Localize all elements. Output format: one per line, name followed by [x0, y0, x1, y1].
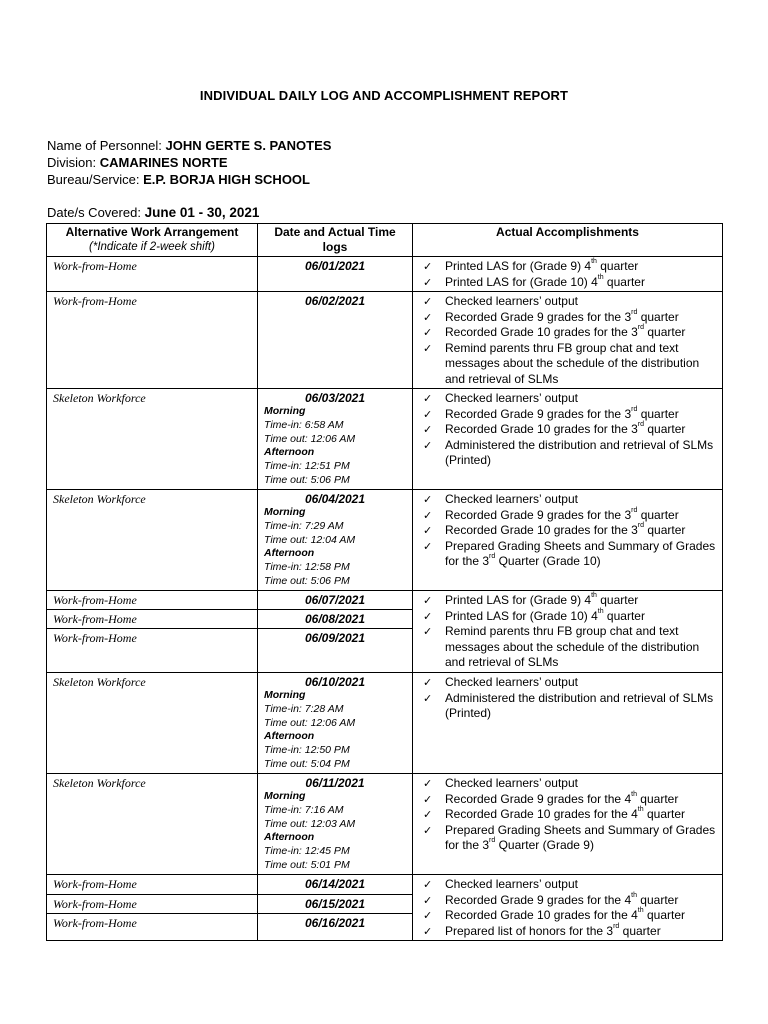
arrangement-cell: Work-from-Home: [47, 257, 258, 292]
time-log: Time-in: 7:28 AM: [264, 703, 344, 715]
accomplishment-text: Checked learners’ output: [445, 391, 578, 405]
accomplishments-cell: [413, 875, 723, 941]
morning-label: Morning: [264, 405, 306, 417]
table-row: [47, 292, 723, 389]
name-label: Name of Personnel:: [47, 138, 162, 153]
date-value: 06/04/2021: [304, 492, 366, 506]
accomplishment-text-tail: quarter: [637, 309, 679, 324]
arrangement-cell: Skeleton Workforce: [47, 490, 258, 591]
accomplishments-cell: [413, 774, 723, 875]
check-icon: ✓: [423, 310, 433, 324]
arrangement-cell: Work-from-Home: [47, 591, 258, 610]
accomplishment-text: Recorded Grade 10 grades for the 4: [445, 807, 638, 821]
check-icon: ✓: [423, 508, 433, 522]
ordinal-suffix: th: [637, 806, 644, 813]
check-icon: ✓: [423, 438, 433, 452]
date-value: 06/14/2021: [304, 877, 366, 891]
table-row: [47, 389, 723, 490]
bureau-line: [47, 171, 310, 188]
accomplishment-text-tail: quarter: [644, 325, 686, 339]
time-log: Time-in: 12:58 PM: [264, 561, 350, 573]
date-value: 06/16/2021: [304, 916, 366, 931]
accomplishment-list: [419, 675, 716, 722]
accomplishment-text: Checked learners’ output: [445, 877, 578, 891]
accomplishment-text-tail: quarter: [636, 791, 679, 806]
date-cell: [258, 875, 413, 895]
accomplishment-text-tail: quarter: [619, 923, 661, 938]
check-icon: ✓: [423, 609, 433, 623]
check-icon: ✓: [423, 423, 433, 436]
date-cell: [258, 292, 413, 389]
accomplishment-list: [419, 259, 716, 290]
accomplishment-text: Recorded Grade 9 grades for the 4: [445, 791, 632, 806]
report-title: INDIVIDUAL DAILY LOG AND ACCOMPLISHMENT REPORT: [199, 88, 569, 103]
time-log: Time out: 12:03 AM: [264, 818, 356, 830]
check-icon: ✓: [423, 924, 433, 938]
date-value: 06/02/2021: [304, 294, 366, 308]
check-icon: ✓: [423, 676, 433, 689]
table-row: [47, 257, 723, 292]
time-log: Time-in: 7:29 AM: [264, 520, 344, 532]
check-icon: ✓: [423, 539, 433, 553]
ordinal-suffix: rd: [637, 421, 645, 428]
arrangement-cell: Skeleton Workforce: [47, 389, 258, 490]
check-icon: ✓: [423, 691, 433, 705]
check-icon: ✓: [423, 275, 433, 289]
date-value: 06/03/2021: [304, 391, 366, 405]
accomplishment-text: Recorded Grade 10 grades for the 3: [445, 325, 638, 339]
date-value: 06/01/2021: [304, 259, 366, 273]
morning-label: Morning: [264, 506, 306, 518]
accomplishment-item: [419, 325, 716, 341]
header-date: Date and Actual Time logs: [258, 224, 413, 257]
dates-covered-line: [47, 205, 259, 220]
accomplishment-text-tail: quarter: [596, 593, 639, 607]
accomplishment-item: [419, 624, 716, 671]
arrangement-cell: Work-from-Home: [47, 629, 258, 673]
accomplishment-item: [419, 341, 716, 388]
header-arrangement-label: Alternative Work Arrangement: [65, 225, 239, 239]
accomplishment-text: Prepared Grading Sheets and Summary of Grades for the 3: [445, 538, 716, 568]
time-log: Time out: 12:06 AM: [264, 717, 356, 729]
check-icon: ✓: [423, 407, 433, 421]
check-icon: ✓: [423, 260, 433, 273]
accomplishment-text: Administered the distribution and retrieval of SLMs (Printed): [445, 437, 714, 467]
check-icon: ✓: [423, 392, 433, 405]
ordinal-suffix: th: [637, 907, 644, 914]
date-value: 06/15/2021: [304, 896, 366, 911]
ordinal-suffix: rd: [637, 522, 645, 529]
table-row: [47, 673, 723, 774]
accomplishment-item: [419, 792, 716, 808]
accomplishment-item: [419, 492, 716, 508]
check-icon: ✓: [423, 295, 433, 308]
accomplishments-cell: [413, 591, 723, 673]
accomplishment-item: [419, 259, 716, 275]
ordinal-suffix: rd: [631, 308, 638, 316]
ordinal-suffix: rd: [631, 506, 638, 514]
check-icon: ✓: [423, 823, 433, 837]
accomplishment-text-tail: quarter: [643, 908, 685, 922]
table-row: [47, 875, 723, 895]
accomplishment-item: [419, 924, 716, 940]
accomplishment-item: [419, 593, 716, 609]
date-cell: [258, 490, 413, 591]
table-header-row: [47, 224, 723, 257]
time-log: Time-in: 12:51 PM: [264, 460, 350, 472]
date-cell: [258, 257, 413, 292]
date-cell: [258, 774, 413, 875]
accomplishment-text: Recorded Grade 10 grades for the 4: [445, 908, 638, 922]
date-value: 06/07/2021: [304, 593, 366, 607]
accomplishment-text-tail: quarter: [643, 807, 685, 821]
date-cell: [258, 629, 413, 673]
date-cell: [258, 894, 413, 914]
accomplishment-text: Recorded Grade 10 grades for the 3: [445, 422, 638, 436]
accomplishments-cell: [413, 257, 723, 292]
accomplishment-text: Recorded Grade 9 grades for the 3: [445, 309, 632, 324]
accomplishment-text-tail: quarter: [636, 892, 679, 907]
accomplishment-text-tail: quarter: [603, 608, 645, 623]
dates-value: June 01 - 30, 2021: [144, 205, 260, 220]
accomplishment-item: [419, 422, 716, 438]
ordinal-suffix: th: [597, 273, 604, 281]
date-cell: [258, 389, 413, 490]
time-log: Time out: 12:06 AM: [264, 433, 356, 445]
arrangement-cell: Work-from-Home: [47, 610, 258, 629]
check-icon: ✓: [423, 326, 433, 339]
check-icon: ✓: [423, 878, 433, 891]
time-log: Time out: 5:06 PM: [264, 575, 350, 587]
arrangement-cell: Work-from-Home: [47, 875, 258, 895]
ordinal-suffix: th: [597, 607, 604, 615]
accomplishment-item: [419, 691, 716, 722]
accomplishment-list: [419, 877, 716, 939]
date-value: 06/08/2021: [304, 612, 366, 626]
accomplishment-text: Printed LAS for (Grade 9) 4: [445, 593, 592, 607]
accomplishment-item: [419, 823, 716, 854]
accomplishments-cell: [413, 673, 723, 774]
table-row: [47, 490, 723, 591]
table-row: [47, 774, 723, 875]
accomplishment-text: Printed LAS for (Grade 10) 4: [445, 274, 598, 289]
time-log: Time out: 12:04 AM: [264, 534, 356, 546]
accomplishment-text: Remind parents thru FB group chat and text messages about the schedule of the distribution and retrieval of SLMs: [445, 340, 700, 386]
time-log: Time-in: 12:45 PM: [264, 845, 350, 857]
check-icon: ✓: [423, 594, 433, 607]
name-value: JOHN GERTE S. PANOTES: [165, 138, 332, 153]
bureau-value: E.P. BORJA HIGH SCHOOL: [143, 172, 310, 187]
header-arrangement: [47, 224, 258, 257]
ordinal-suffix: th: [591, 592, 597, 599]
accomplishment-list: [419, 294, 716, 387]
afternoon-label: Afternoon: [264, 446, 315, 458]
check-icon: ✓: [423, 893, 433, 907]
accomplishment-item: [419, 776, 716, 792]
arrangement-cell: Work-from-Home: [47, 914, 258, 941]
accomplishment-item: [419, 609, 716, 625]
date-cell: [258, 914, 413, 941]
date-value: 06/11/2021: [305, 776, 365, 790]
accomplishment-item: [419, 539, 716, 570]
accomplishment-list: [419, 776, 716, 854]
accomplishments-cell: [413, 490, 723, 591]
accomplishment-text: Remind parents thru FB group chat and text messages about the schedule of the distribution and retrieval of SLMs: [445, 624, 700, 669]
accomplishment-text: Recorded Grade 9 grades for the 3: [445, 406, 632, 421]
division-label: Division:: [47, 155, 97, 170]
accomplishment-item: [419, 438, 716, 469]
accomplishment-text-tail: quarter: [596, 259, 639, 273]
accomplishment-text-tail: quarter: [637, 507, 679, 522]
check-icon: ✓: [423, 341, 433, 355]
personnel-line: [47, 137, 331, 154]
division-value: CAMARINES NORTE: [99, 155, 228, 170]
ordinal-suffix: th: [631, 790, 637, 798]
accomplishment-text: Checked learners’ output: [445, 675, 578, 689]
time-log: Time-in: 12:50 PM: [264, 744, 350, 756]
accomplishment-item: [419, 508, 716, 524]
accomplishment-item: [419, 391, 716, 407]
bureau-label: Bureau/Service:: [47, 172, 140, 187]
accomplishment-item: [419, 310, 716, 326]
check-icon: ✓: [423, 625, 433, 638]
accomplishment-text-tail: quarter: [644, 422, 686, 436]
accomplishment-text: Recorded Grade 9 grades for the 4: [445, 892, 632, 907]
accomplishment-item: [419, 407, 716, 423]
accomplishment-text: Recorded Grade 10 grades for the 3: [445, 523, 638, 537]
check-icon: ✓: [423, 777, 433, 790]
accomplishment-text: Recorded Grade 9 grades for the 3: [445, 507, 632, 522]
arrangement-cell: Skeleton Workforce: [47, 774, 258, 875]
check-icon: ✓: [423, 493, 433, 506]
accomplishment-text: Printed LAS for (Grade 10) 4: [445, 608, 598, 623]
ordinal-suffix: rd: [489, 553, 496, 560]
arrangement-cell: Skeleton Workforce: [47, 673, 258, 774]
date-cell: [258, 673, 413, 774]
ordinal-suffix: rd: [637, 324, 645, 331]
arrangement-cell: Work-from-Home: [47, 292, 258, 389]
time-log: Time-in: 6:58 AM: [264, 419, 344, 431]
afternoon-label: Afternoon: [264, 831, 315, 843]
accomplishment-item: [419, 523, 716, 539]
date-cell: [258, 591, 413, 610]
accomplishment-item: [419, 294, 716, 310]
division-line: [47, 154, 228, 171]
check-icon: ✓: [423, 808, 433, 821]
accomplishment-text-tail: quarter: [637, 406, 679, 421]
check-icon: ✓: [423, 909, 433, 922]
accomplishment-list: [419, 492, 716, 570]
accomplishment-item: [419, 275, 716, 291]
accomplishment-text-tail: Quarter (Grade 10): [495, 554, 601, 568]
accomplishments-cell: [413, 389, 723, 490]
ordinal-suffix: rd: [489, 837, 496, 844]
accomplishment-text: Prepared list of honors for the 3: [445, 923, 614, 938]
ordinal-suffix: th: [591, 258, 597, 265]
time-log: Time out: 5:04 PM: [264, 758, 350, 770]
accomplishment-text: Prepared Grading Sheets and Summary of Grades for the 3: [445, 822, 716, 852]
date-value: 06/10/2021: [304, 675, 366, 689]
accomplishment-text: Checked learners’ output: [445, 776, 578, 790]
time-log: Time out: 5:06 PM: [264, 474, 350, 486]
date-value: 06/09/2021: [304, 631, 366, 645]
accomplishment-item: [419, 893, 716, 909]
check-icon: ✓: [423, 792, 433, 806]
ordinal-suffix: rd: [613, 922, 620, 930]
header-arrangement-note: (*Indicate if 2-week shift): [89, 241, 215, 253]
accomplishment-text: Administered the distribution and retrieval of SLMs (Printed): [445, 690, 714, 720]
log-table: [46, 223, 723, 941]
accomplishment-item: [419, 807, 716, 823]
accomplishment-list: [419, 593, 716, 671]
header-accomplishments: Actual Accomplishments: [413, 224, 723, 257]
accomplishment-text: Checked learners’ output: [445, 492, 578, 506]
check-icon: ✓: [423, 524, 433, 537]
time-log: Time-in: 7:16 AM: [264, 804, 344, 816]
date-cell: [258, 610, 413, 629]
afternoon-label: Afternoon: [264, 730, 315, 742]
ordinal-suffix: rd: [631, 405, 638, 413]
ordinal-suffix: th: [631, 891, 637, 899]
morning-label: Morning: [264, 689, 306, 701]
dates-label: Date/s Covered:: [47, 205, 141, 220]
accomplishment-list: [419, 391, 716, 469]
accomplishment-text: Checked learners’ output: [445, 294, 578, 308]
accomplishment-item: [419, 908, 716, 924]
morning-label: Morning: [264, 790, 306, 802]
accomplishments-cell: [413, 292, 723, 389]
table-row: [47, 591, 723, 610]
accomplishment-text-tail: quarter: [644, 523, 686, 537]
accomplishment-item: [419, 675, 716, 691]
accomplishment-text-tail: Quarter (Grade 9): [495, 838, 594, 852]
accomplishment-text-tail: quarter: [603, 274, 645, 289]
arrangement-cell: Work-from-Home: [47, 894, 258, 914]
accomplishment-text: Printed LAS for (Grade 9) 4: [445, 259, 592, 273]
accomplishment-item: [419, 877, 716, 893]
afternoon-label: Afternoon: [264, 547, 315, 559]
time-log: Time out: 5:01 PM: [264, 859, 350, 871]
